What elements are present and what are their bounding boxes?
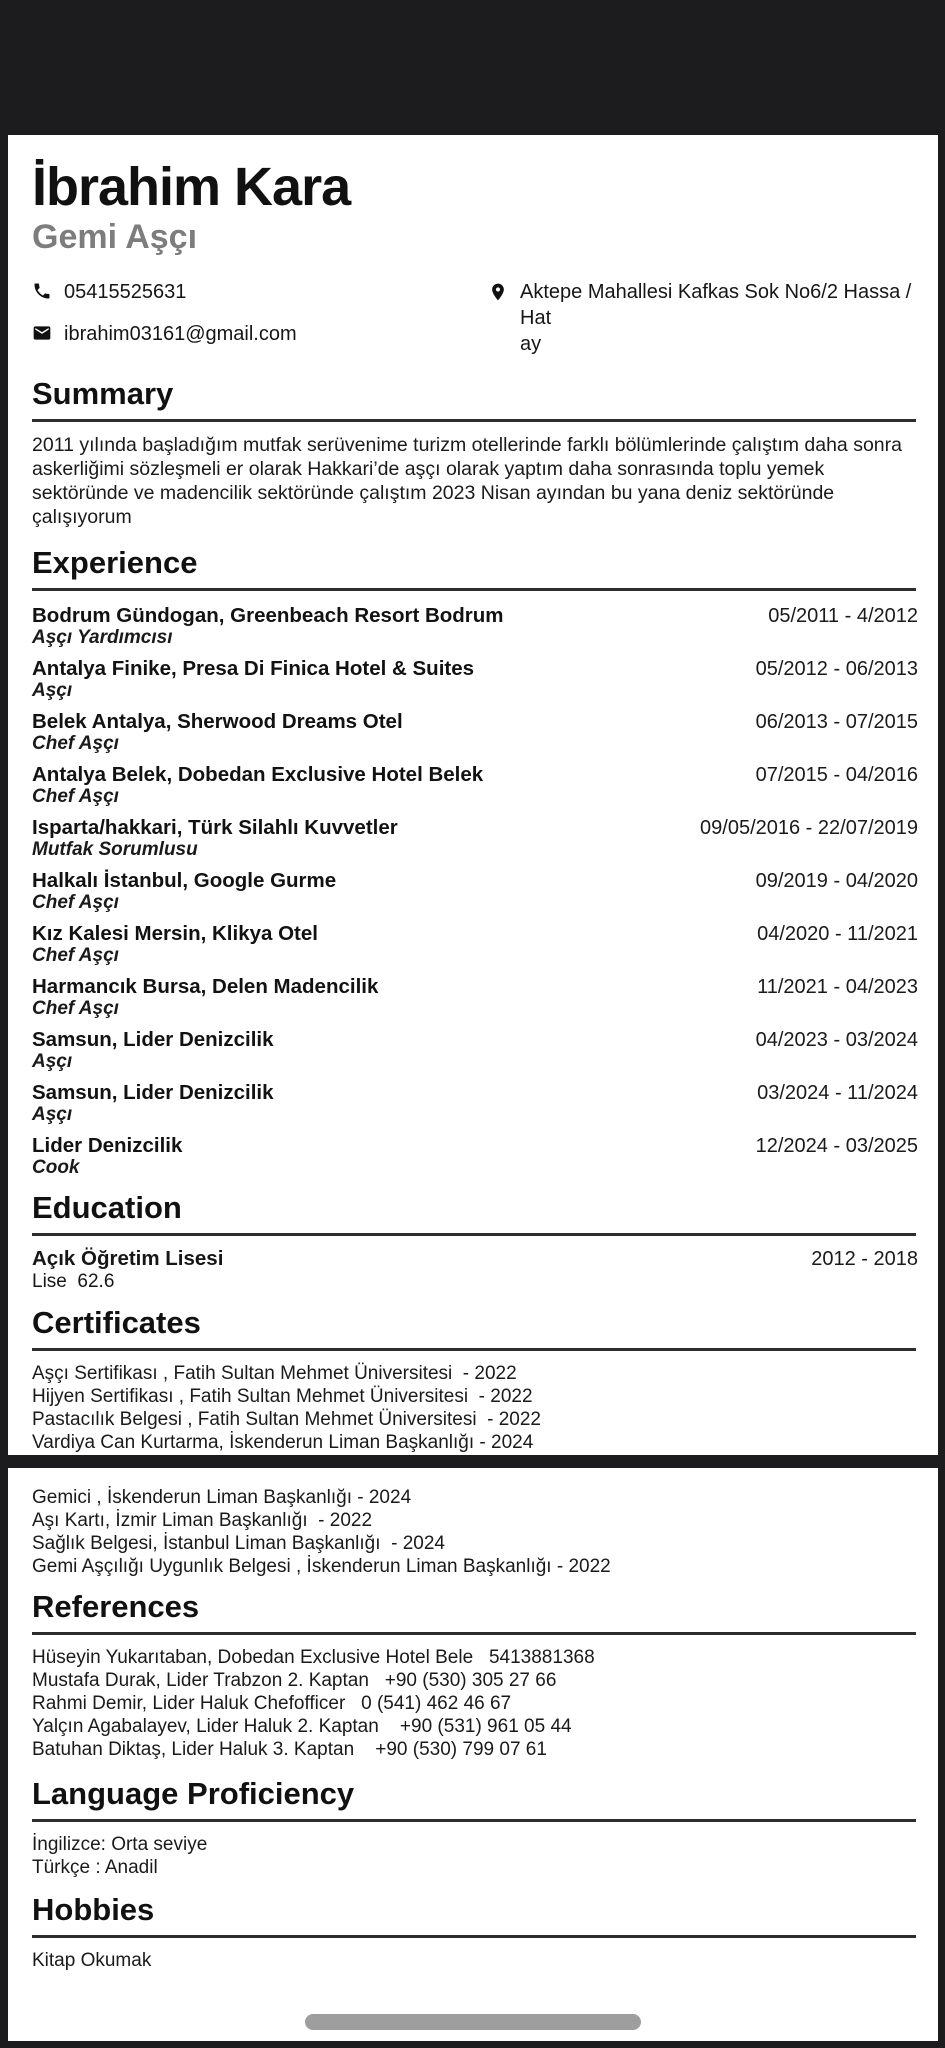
- experience-role: Chef Aşçı: [32, 892, 119, 913]
- certificate-item: Hijyen Sertifikası , Fatih Sultan Mehmet Üniversitesi - 2022: [32, 1386, 533, 1407]
- section-title-references: References: [32, 1589, 200, 1624]
- experience-entry: [32, 922, 918, 965]
- experience-company: Antalya Belek, Dobedan Exclusive Hotel Belek: [32, 763, 484, 786]
- section-divider: [32, 1348, 916, 1351]
- experience-company: Samsun, Lider Denizcilik: [32, 1028, 274, 1051]
- experience-entry: [32, 1081, 918, 1124]
- experience-entry: [32, 763, 918, 806]
- education-detail: Lise 62.6: [32, 1271, 115, 1292]
- section-divider: [32, 1935, 916, 1938]
- certificate-item: Gemici , İskenderun Liman Başkanlığı - 2024: [32, 1487, 412, 1508]
- location-icon: [488, 281, 508, 303]
- section-references: [24, 1590, 918, 1761]
- language-item: İngilizce: Orta seviye: [32, 1834, 208, 1855]
- reference-item: Batuhan Diktaş, Lider Haluk 3. Kaptan +90 (530) 799 07 61: [32, 1739, 547, 1760]
- experience-entry: [32, 975, 918, 1018]
- experience-dates: 06/2013 - 07/2015: [755, 711, 918, 733]
- contact-email-row: [32, 321, 462, 347]
- experience-dates: 03/2024 - 11/2024: [757, 1082, 918, 1104]
- experience-company: Antalya Finike, Presa Di Finica Hotel & Suites: [32, 657, 475, 680]
- section-divider: [32, 1632, 916, 1635]
- experience-dates: 05/2011 - 4/2012: [768, 605, 918, 627]
- summary-text: 2011 yılında başladığım mutfak serüvenime turizm otellerinde farklı bölümlerinde çalıştım daha sonra askerliğimi sözleşmeli er olarak Hakkari’de aşçı olarak yaptım daha sonrasında toplu yemek sektöründe ve madencilik sektöründe çalıştım 2023 Nisan ayından bu yana deniz sektöründe çalışıyorum: [32, 434, 902, 528]
- hobbies-list: [24, 1949, 918, 1972]
- experience-entry: [32, 816, 918, 859]
- section-title-language-proficiency: Language Proficiency: [32, 1776, 355, 1811]
- experience-dates: 09/2019 - 04/2020: [755, 870, 918, 892]
- experience-company: Kız Kalesi Mersin, Klikya Otel: [32, 922, 318, 945]
- experience-company: Belek Antalya, Sherwood Dreams Otel: [32, 710, 403, 733]
- experience-company: Harmancık Bursa, Delen Madencilik: [32, 975, 379, 998]
- experience-dates: 04/2020 - 11/2021: [757, 923, 918, 945]
- section-title-summary: Summary: [32, 376, 174, 411]
- experience-list: [24, 604, 918, 1177]
- experience-company: Samsun, Lider Denizcilik: [32, 1081, 274, 1104]
- experience-entry: [32, 604, 918, 647]
- experience-company: Lider Denizcilik: [32, 1134, 183, 1157]
- section-title-certificates: Certificates: [32, 1305, 201, 1340]
- reference-item: Yalçın Agabalayev, Lider Haluk 2. Kaptan +90 (531) 961 05 44: [32, 1716, 572, 1737]
- resume-page-2[interactable]: [8, 1468, 938, 2041]
- experience-role: Chef Aşçı: [32, 733, 119, 754]
- section-title-hobbies: Hobbies: [32, 1892, 155, 1927]
- certificates-list-page2: [24, 1486, 918, 1578]
- contact-phone-row: [32, 279, 462, 305]
- contact-block: [24, 279, 918, 357]
- reference-item: Mustafa Durak, Lider Trabzon 2. Kaptan +90 (530) 305 27 66: [32, 1670, 557, 1691]
- education-list: [24, 1247, 918, 1293]
- experience-role: Mutfak Sorumlusu: [32, 839, 198, 860]
- experience-dates: 11/2021 - 04/2023: [757, 976, 918, 998]
- experience-role: Aşçı: [32, 680, 73, 701]
- education-dates: 2012 - 2018: [811, 1248, 918, 1270]
- experience-entry: [32, 869, 918, 912]
- section-divider: [32, 1233, 916, 1236]
- certificate-item: Aşçı Sertifikası , Fatih Sultan Mehmet Üniversitesi - 2022: [32, 1363, 517, 1384]
- experience-role: Aşçı: [32, 1104, 73, 1125]
- person-job-title: Gemi Aşçı: [32, 218, 198, 256]
- section-education: [24, 1191, 918, 1293]
- contact-email-value: ibrahim03161@gmail.com: [64, 323, 297, 345]
- certificate-item: Sağlık Belgesi, İstanbul Liman Başkanlığı - 2024: [32, 1533, 445, 1554]
- experience-company: Halkalı İstanbul, Google Gurme: [32, 869, 337, 892]
- experience-dates: 12/2024 - 03/2025: [755, 1135, 918, 1157]
- section-certificates: [24, 1306, 918, 1454]
- experience-role: Chef Aşçı: [32, 786, 119, 807]
- language-item: Türkçe : Anadil: [32, 1857, 158, 1878]
- phone-icon: [32, 281, 52, 301]
- section-divider: [32, 419, 916, 422]
- experience-role: Aşçı: [32, 1051, 73, 1072]
- section-title-education: Education: [32, 1190, 182, 1225]
- section-title-experience: Experience: [32, 545, 198, 580]
- education-school: Açık Öğretim Lisesi: [32, 1247, 224, 1270]
- section-experience: [24, 546, 918, 1177]
- education-entry: [32, 1247, 918, 1293]
- section-divider: [32, 588, 916, 591]
- experience-entry: [32, 1028, 918, 1071]
- experience-entry: [32, 710, 918, 753]
- section-hobbies: [24, 1893, 918, 1972]
- reference-item: Rahmi Demir, Lider Haluk Chefofficer 0 (541) 462 46 67: [32, 1693, 512, 1714]
- resume-page-1[interactable]: [8, 135, 938, 1455]
- experience-company: Isparta/hakkari, Türk Silahlı Kuvvetler: [32, 816, 398, 839]
- certificates-list-page1: [24, 1362, 918, 1454]
- experience-dates: 04/2023 - 03/2024: [755, 1029, 918, 1051]
- reference-item: Hüseyin Yukarıtaban, Dobedan Exclusive Hotel Bele 5413881368: [32, 1647, 595, 1668]
- contact-address-value: Aktepe Mahallesi Kafkas Sok No6/2 Hassa / Hat ay: [520, 281, 912, 355]
- experience-dates: 05/2012 - 06/2013: [755, 658, 918, 680]
- contact-address-row: [488, 279, 918, 357]
- contact-phone-value: 05415525631: [64, 281, 187, 303]
- experience-role: Aşçı Yardımcısı: [32, 627, 173, 648]
- experience-role: Chef Aşçı: [32, 998, 119, 1019]
- experience-entry: [32, 657, 918, 700]
- experience-dates: 07/2015 - 04/2016: [755, 764, 918, 786]
- experience-role: Cook: [32, 1157, 80, 1178]
- certificate-item: Pastacılık Belgesi , Fatih Sultan Mehmet Üniversitesi - 2022: [32, 1409, 542, 1430]
- hobby-item: Kitap Okumak: [32, 1950, 152, 1971]
- languages-list: [24, 1833, 918, 1879]
- email-icon: [32, 323, 52, 343]
- experience-dates: 09/05/2016 - 22/07/2019: [700, 817, 918, 839]
- section-summary: [24, 377, 918, 529]
- experience-role: Chef Aşçı: [32, 945, 119, 966]
- certificate-item: Vardiya Can Kurtarma, İskenderun Liman Başkanlığı - 2024: [32, 1432, 534, 1453]
- person-name: İbrahim Kara: [32, 157, 351, 217]
- experience-entry: [32, 1134, 918, 1177]
- references-list: [24, 1646, 918, 1761]
- section-language-proficiency: [24, 1777, 918, 1879]
- certificate-item: Gemi Aşçılığı Uygunlık Belgesi , İskenderun Liman Başkanlığı - 2022: [32, 1556, 611, 1577]
- experience-company: Bodrum Gündogan, Greenbeach Resort Bodrum: [32, 604, 504, 627]
- certificate-item: Aşı Kartı, İzmir Liman Başkanlığı - 2022: [32, 1510, 373, 1531]
- section-divider: [32, 1819, 916, 1822]
- home-indicator[interactable]: [305, 2014, 641, 2030]
